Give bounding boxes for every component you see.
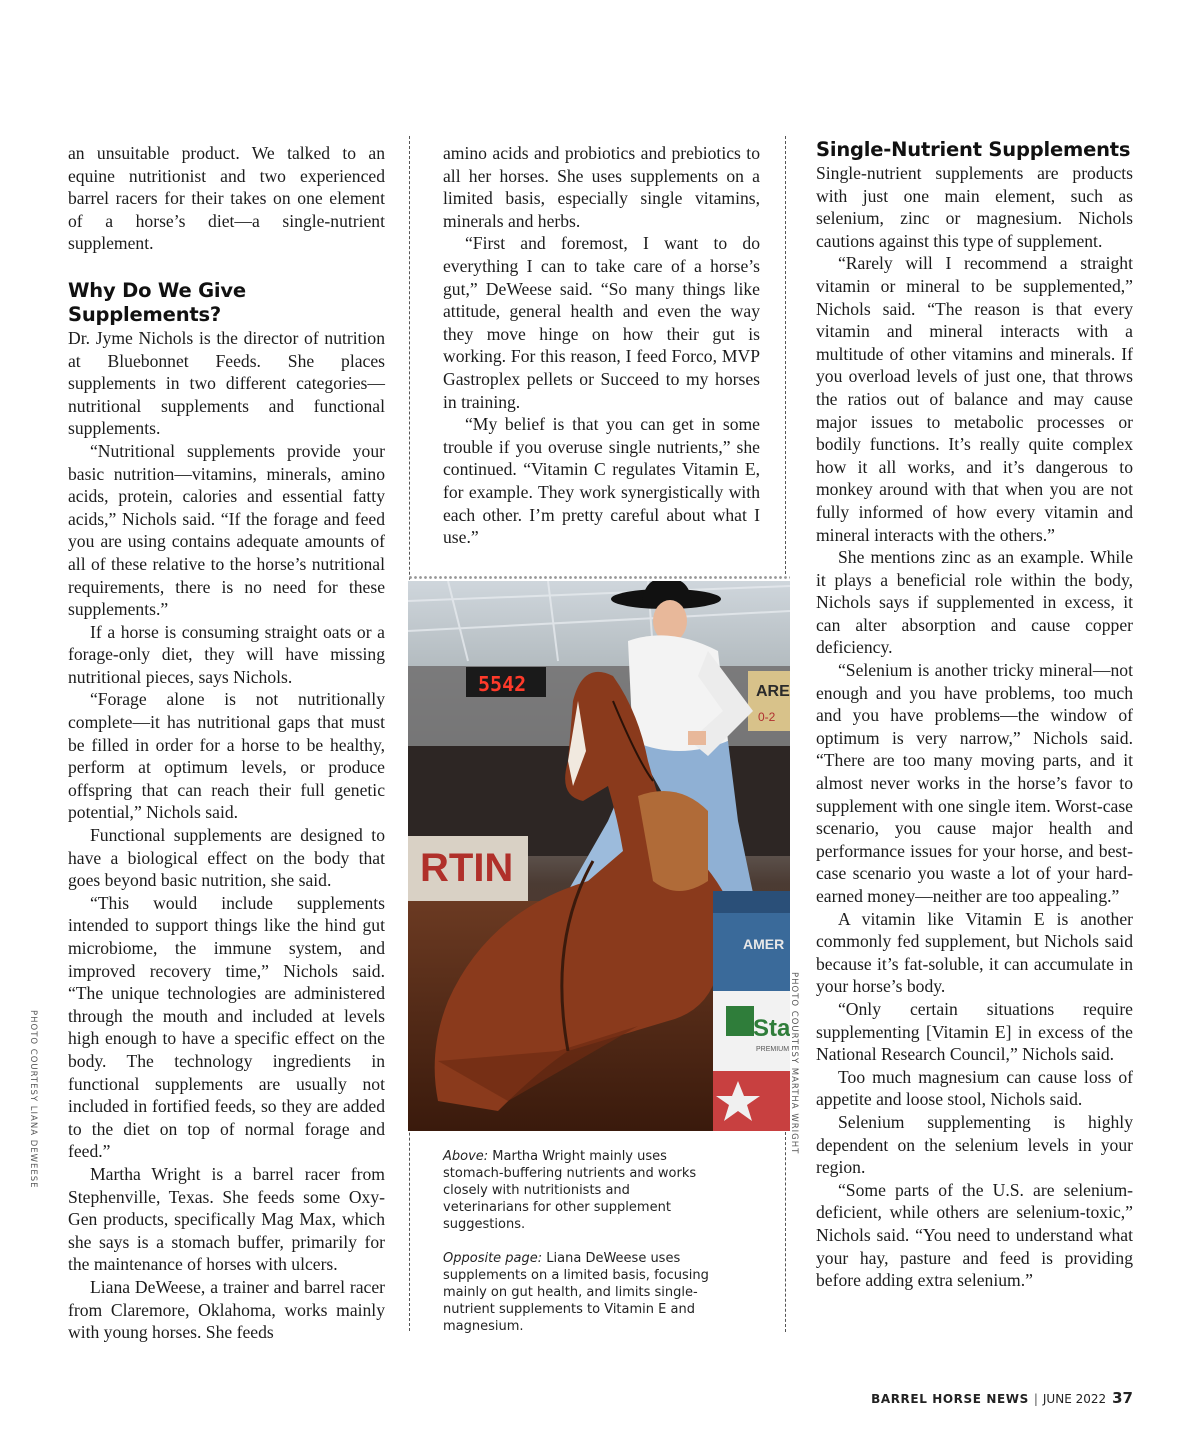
barrel-text: AMER [743,936,785,952]
paragraph: Functional supplements are designed to have a biological effect on the body that goes beyond basic nutrition, she said. [68,825,385,891]
paragraph: Selenium supplementing is highly dependent on the selenium levels in your region. [816,1111,1133,1178]
page-footer [871,1389,1133,1407]
photo-credit-side: PHOTO COURTESY LIANA DEWEESE [28,1010,38,1189]
paragraph: an unsuitable product. We talked to an equine nutritionist and two experienced barrel racers for their takes on one element of a horse’s diet—a single-nutrient supplement. [68,143,385,254]
article-column-1 [68,142,385,1344]
paragraph: Too much magnesium can cause loss of appetite and loose stool, Nichols said. [816,1066,1133,1110]
paragraph: “Only certain situations require supplementing [Vitamin E] in excess of the National Research Council,” Nichols said. [816,998,1133,1065]
paragraph: “Nutritional supplements provide your basic nutrition—vitamins, minerals, amino acids, protein, calories and essential fatty acids,” Nichols said. “If the forage and feed you are using contains adequate amounts of all of these relative to the horse’s nutritional requirements, there is no need for these supplements.” [68,440,385,620]
publication-name: BARREL HORSE NEWS [871,1392,1029,1406]
barrel [713,891,790,1131]
caption-label: Above: [443,1149,489,1164]
paragraph: “This would include supplements intended to support things like the hind gut microbiome, the immune system, and improved recovery time,” Nichols said. “The unique technologies are administered through the mouth and included at levels high enough to have a specific effect on the body. The technology ingredients in functional supplements are usually not included in fortified feeds, so they are added to the diet on top of normal forage and feed.” [68,892,385,1162]
paragraph: If a horse is consuming straight oats or a forage-only diet, they will have missing nutritional pieces, says Nichols. [68,621,385,687]
arena-sign-text: ARE [756,683,790,700]
caption-text: Liana DeWeese uses supplements on a limited basis, focusing mainly on gut health, and limits single-nutrient supplements to Vitamin E and magnesium. [443,1251,709,1334]
issue-date: JUNE 2022 [1042,1392,1107,1406]
decorative-border [408,575,790,580]
arena-sign-text: RTIN [420,846,514,890]
barrel-text: PREMIUM [756,1046,790,1053]
paragraph: “Rarely will I recommend a straight vitamin or mineral to be supplemented,” Nichols said. “The reason is that every vitamin and mineral interacts with a multitude of other vitamins and minerals. If you overload levels of just one, that throws the ratios out of balance and may cause major issues to metabolic processes or bodily functions. It’s really quite complex how it all works, and it’s dangerous to monkey around with that when you are not fully informed of how every vitamin and mineral interacts with the others.” [816,253,1133,545]
photo-caption-opposite [443,1250,713,1335]
caption-text: Martha Wright mainly uses stomach-buffering nutrients and works closely with nutritionists and veterinarians for other supplement suggestions. [443,1149,697,1232]
page-number: 37 [1112,1389,1133,1407]
caption-label: Opposite page: [443,1251,543,1266]
barrel-text: Sta [753,1015,790,1042]
paragraph: “Some parts of the U.S. are selenium-deficient, while others are selenium-toxic,” Nichols said. “You need to understand what your hay, pasture and feed is providing before adding extra selenium.” [816,1179,1133,1291]
paragraph: Liana DeWeese, a trainer and barrel racer from Claremore, Oklahoma, works mainly with young horses. She feeds [68,1276,385,1343]
paragraph: “Selenium is another tricky mineral—not enough and you have problems, too much and you have problems—the window of optimum is very narrow,” Nichols said. “There are too many moving parts, and it almost never works in the horse’s favor to supplement with one single item. Worst-case scenario, you cause major health and performance issues for your horse, and best-case scenario you waste a lot of your hard-earned money—neither are too appealing.” [816,660,1133,906]
section-heading-why-supplements: Why Do We Give Supplements? [68,278,246,326]
paragraph: Single-nutrient supplements are products with just one main element, such as selenium, zinc or magnesium. Nichols cautions against this type of supplement. [816,163,1133,251]
paragraph: Dr. Jyme Nichols is the director of nutrition at Bluebonnet Feeds. She places supplements in two different categories—nutritional supplements and functional supplements. [68,327,385,439]
barrel-racing-photo [408,581,790,1131]
paragraph: “Forage alone is not nutritionally complete—it has nutritional gaps that must be filled in order for a horse to be healthy, perform at optimum levels, or produce offspring that can reach their full genetic potential,” Nichols said. [68,689,385,823]
section-heading-single-nutrient: Single-Nutrient Supplements [816,138,1131,161]
scoreboard-time: 5542 [478,672,527,696]
paragraph: amino acids and probiotics and prebiotics to all her horses. She uses supplements on a limited basis, especially single vitamins, minerals and herbs. [443,143,760,231]
paragraph: A vitamin like Vitamin E is another commonly fed supplement, but Nichols said because it’s fat-soluble, it can accumulate in your horse’s body. [816,908,1133,997]
paragraph: “My belief is that you can get in some trouble if you overuse single nutrients,” she continued. “Vitamin C regulates Vitamin E, for example. They work synergistically with each other. I’m pretty careful about what I use.” [443,414,760,548]
column-divider [785,1132,786,1332]
footer-separator: | [1033,1392,1038,1406]
column-divider [785,136,786,574]
paragraph: “First and foremost, I want to do everything I can to take care of a horse’s gut,” DeWeese said. “So many things like attitude, general health and even the way they move hinge on how their gut is working. For this reason, I feed Forco, MVP Gastroplex pellets or Succeed to my horses in training. [443,233,760,412]
arena-sign-text: 0-2 [758,710,776,724]
photo-caption-above [443,1148,713,1233]
paragraph: She mentions zinc as an example. While it plays a beneficial role within the body, Nichols says if supplemented in excess, it can alter absorption and cause copper deficiency. [816,547,1133,658]
paragraph: Martha Wright is a barrel racer from Stephenville, Texas. She feeds some Oxy-Gen products, specifically Mag Max, which she says is a stomach buffer, primarily for the maintenance of horses with ulcers. [68,1163,385,1275]
article-column-3 [816,138,1133,1292]
article-column-2 [443,142,760,549]
photo-credit: PHOTO COURTESY MARTHA WRIGHT [789,972,799,1155]
